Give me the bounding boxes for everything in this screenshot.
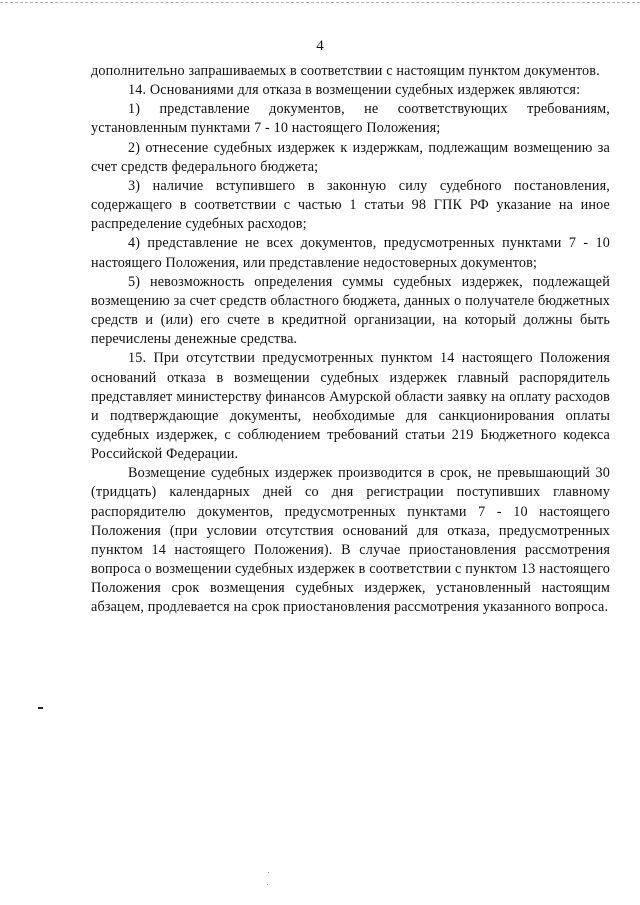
document-body	[91, 62, 610, 618]
scan-margin-mark	[38, 707, 43, 709]
paragraph-item-4: 4) представление не всех документов, предусмотренных пунктами 7 - 10 настоящего Положения, или представление недостоверных документов;	[91, 235, 610, 271]
paragraph-reimbursement-term: Возмещение судебных издержек производится в срок, не превышающий 30 (тридцать) календарных дней со дня регистрации поступивших главному распорядителю документов, предусмотренных пунктами 7 - 10 настоящего Положения (при условии отсутствия оснований для отказа, предусмотренных пунктом 14 настоящего Положения). В случае приостановления рассмотрения вопроса о возмещении судебных издержек в соответствии с пунктом 13 настоящего Положения срок возмещения судебных издержек, установленный настоящим абзацем, продлевается на срок приостановления рассмотрения указанного вопроса.	[91, 465, 610, 616]
scan-speck	[267, 884, 268, 885]
paragraph-item-3: 3) наличие вступившего в законную силу судебного постановления, содержащего в соответствии с частью 1 статьи 98 ГПК РФ указание на иное распределение судебных расходов;	[91, 177, 610, 233]
paragraph-clause-14: 14. Основаниями для отказа в возмещении судебных издержек являются:	[128, 82, 581, 99]
paragraph-continuation: дополнительно запрашиваемых в соответствии с настоящим пунктом документов.	[91, 63, 600, 79]
paragraph-item-1: 1) представление документов, не соответствующих требованиям, установленным пунктами 7 - 10 настоящего Положения;	[91, 101, 610, 137]
paragraph-clause-15: 15. При отсутствии предусмотренных пунктом 14 настоящего Положения оснований отказа в возмещении судебных издержек главный распорядитель представляет министерству финансов Амурской области заявку на оплату расходов и подтверждающие документы, необходимые для санкционирования оплаты судебных издержек, с соблюдением требований статьи 219 Бюджетного кодекса Российской Федерации.	[91, 350, 610, 463]
scan-top-edge	[0, 2, 640, 3]
paragraph-item-2: 2) отнесение судебных издержек к издержкам, подлежащим возмещению за счет средств федерального бюджета;	[91, 139, 610, 175]
paragraph-item-5: 5) невозможность определения суммы судебных издержек, подлежащей возмещению за счет средств областного бюджета, данных о получателе бюджетных средств и (или) его счете в кредитной организации, на который должны быть перечислены денежные средства.	[91, 273, 610, 348]
scan-speck	[268, 872, 269, 873]
page-number: 4	[316, 38, 324, 54]
